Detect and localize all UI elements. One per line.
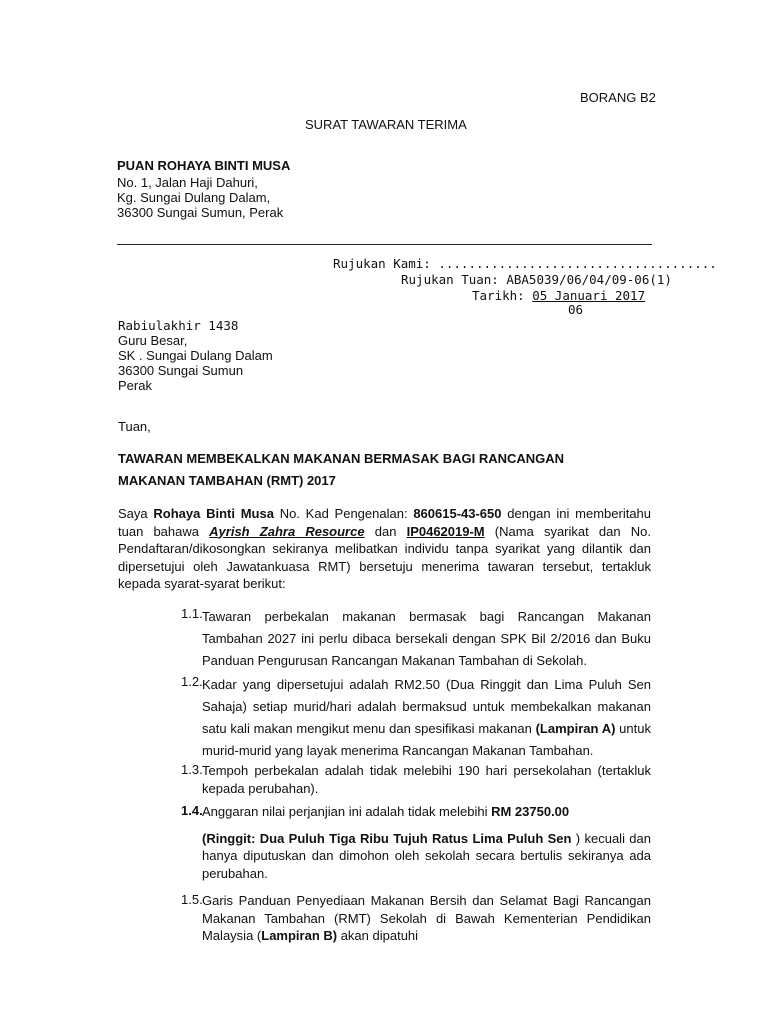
date-label: Tarikh: xyxy=(472,288,525,303)
amount-in-words: (Ringgit: Dua Puluh Tiga Ribu Tujuh Ratus Lima Puluh Sen xyxy=(202,830,572,846)
item-text: Kadar yang dipersetujui adalah RM2.50 (Dua Ringgit dan Lima Puluh Sen Sahaja) setiap murid/hari adalah bermaksud untuk membekalkan makanan satu kali makan mengikut menu dan spesifikasi makanan (Lampiran A) untuk murid-murid yang layak menerima Rancangan Makanan Tambahan. xyxy=(202,677,651,758)
recipient-line: 36300 Sungai Sumun xyxy=(118,363,244,378)
item-text: Garis Panduan Penyediaan Makanan Bersih dan Selamat Bagi Rancangan Makanan Tambahan (RMT) Sekolah di Bawah Kementerian Pendidikan Malaysia (Lampiran B) akan dipatuhi xyxy=(202,893,651,943)
divider-line xyxy=(117,244,652,245)
item-number: 1.4. xyxy=(181,803,203,818)
intro-paragraph: Saya Rohaya Binti Musa No. Kad Pengenalan: 860615-43-650 dengan ini memberitahu tuan bahawa Ayrish Zahra Resource dan IP0462019-M (Nama syarikat dan No. Pendaftaran/dikosongkan sekiranya melibatkan individu tanpa syarikat yang dilantik dan dipersetujui oleh Jawatankuasa RMT) bersetuju menerima tawaran tersebut, tertakluk kepada syarat-syarat berikut: xyxy=(118,506,652,591)
item-number: 1.1. xyxy=(181,606,203,621)
item-text: Tempoh perbekalan adalah tidak melebihi 190 hari persekolahan (tertakluk kepada perubahan). xyxy=(202,763,651,796)
sender-address-line: Kg. Sungai Dulang Dalam, xyxy=(117,190,271,205)
item-number: 1.3. xyxy=(181,762,203,777)
form-code: BORANG B2 xyxy=(580,90,656,105)
company-name: Ayrish Zahra Resource xyxy=(209,523,365,539)
your-reference: Rujukan Tuan: ABA5039/06/04/09-06(1) xyxy=(401,272,672,287)
registration-number: IP0462019-M xyxy=(406,523,485,539)
sender-address-line: No. 1, Jalan Haji Dahuri, xyxy=(117,175,258,190)
date-value: 05 Januari 2017 xyxy=(532,288,646,303)
item-number: 1.5. xyxy=(181,892,203,907)
contract-amount: RM 23750.00 xyxy=(491,804,570,819)
recipient-line: SK . Sungai Dulang Dalam xyxy=(118,348,273,363)
hijri-month-year: Rabiulakhir 1438 xyxy=(118,318,239,333)
subject-line: MAKANAN TAMBAHAN (RMT) 2017 xyxy=(118,473,336,488)
salutation: Tuan, xyxy=(118,419,151,434)
hijri-day: 06 xyxy=(568,302,584,317)
date-line xyxy=(472,288,645,303)
recipient-line: Perak xyxy=(118,378,152,393)
recipient-line: Guru Besar, xyxy=(118,333,188,348)
ic-number: 860615-43-650 xyxy=(413,506,502,521)
item-number: 1.2. xyxy=(181,674,203,689)
appendix-b-ref: Lampiran B) xyxy=(261,928,338,943)
item-text: Tawaran perbekalan makanan bermasak bagi Rancangan Makanan Tambahan 2027 ini perlu dibaca bersekali dengan SPK Bil 2/2016 dan Buku Panduan Pengurusan Rancangan Makanan Tambahan di Sekolah. xyxy=(202,609,651,668)
sender-address-line: 36300 Sungai Sumun, Perak xyxy=(117,205,284,220)
our-reference: Rujukan Kami: ..................................... xyxy=(333,256,717,271)
document-title: SURAT TAWARAN TERIMA xyxy=(305,117,467,132)
sender-name: PUAN ROHAYA BINTI MUSA xyxy=(117,158,291,173)
subject-line: TAWARAN MEMBEKALKAN MAKANAN BERMASAK BAGI RANCANGAN xyxy=(118,451,565,466)
appendix-a-ref: (Lampiran A) xyxy=(535,721,616,736)
applicant-name: Rohaya Binti Musa xyxy=(153,506,274,521)
item-text: Anggaran nilai perjanjian ini adalah tidak melebihi RM 23750.00 (Ringgit: Dua Puluh Tiga Ribu Tujuh Ratus Lima Puluh Sen ) kecuali dan hanya diputuskan dan dimohon oleh sekolah secara bertulis sekiranya ada perubahan. xyxy=(202,804,651,881)
